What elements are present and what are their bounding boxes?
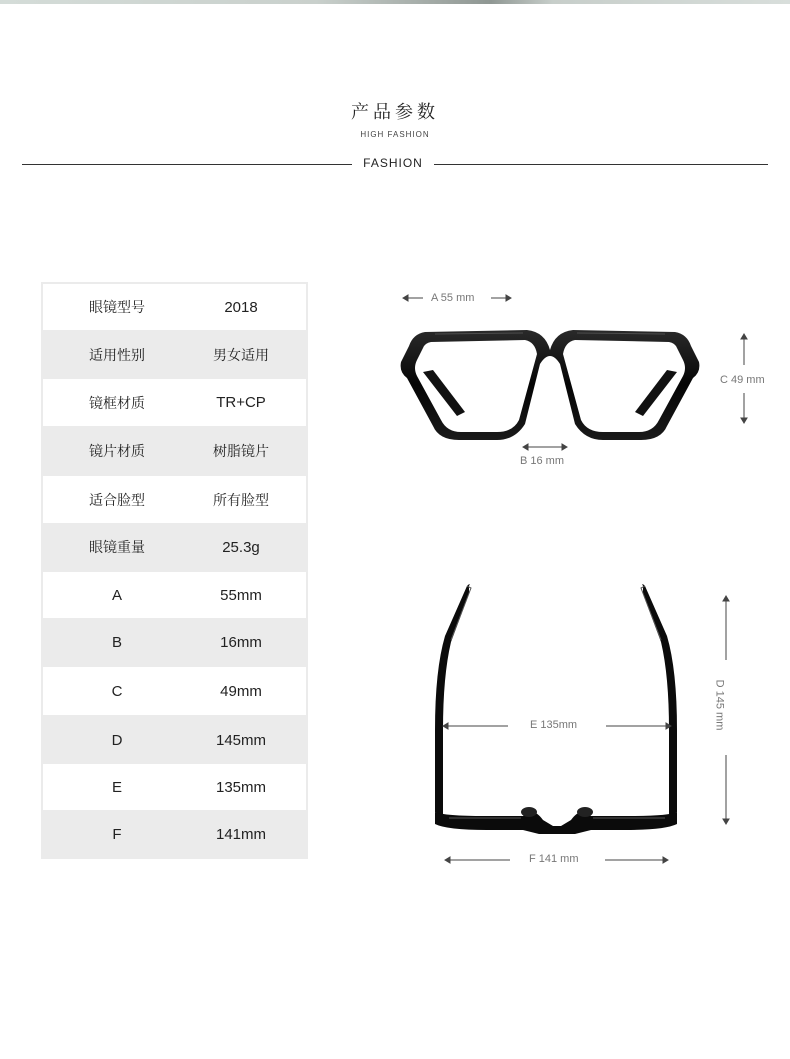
spec-row-f [43,811,306,857]
spec-value: 2018 [224,298,258,316]
spec-table [41,282,308,859]
spec-value: 25.3g [222,538,260,556]
spec-row-b [43,619,306,665]
spec-label: 镜框材质 [89,395,145,412]
spec-label: C [111,682,123,700]
dimension-label-b: B 16 mm [520,455,565,467]
spec-row-c [43,667,306,715]
spec-value: 49mm [220,682,262,700]
spec-label: 适用性别 [89,348,145,364]
spec-row-gender [43,332,306,378]
spec-label: F [112,825,122,843]
spec-value: 145mm [215,731,267,749]
divider-label: FASHION [363,156,423,170]
spec-value: 男女适用 [213,348,269,364]
dimension-arrows-top [430,590,740,870]
spec-label: D [111,731,123,749]
page-subtitle: HIGH FASHION [360,130,430,139]
spec-value: 141mm [215,825,267,843]
spec-label: E [111,778,122,796]
spec-value: 16mm [220,633,262,651]
spec-value: 135mm [215,778,267,796]
spec-row-lens-material [43,428,306,474]
spec-row-a [43,572,306,618]
spec-label: 适合脸型 [89,492,145,509]
spec-label: B [111,633,122,651]
spec-row-weight [43,524,306,570]
page-title: 产品参数 [351,102,439,123]
spec-label: A [111,586,122,604]
spec-row-e [43,764,306,810]
spec-row-d [43,717,306,763]
dimension-label-e: E 135mm [530,719,578,731]
dimension-label-c: C 49 mm [720,374,765,386]
spec-label: 眼镜型号 [89,300,145,316]
dimension-label-a: A 55 mm [431,292,475,304]
spec-value: 所有脸型 [213,492,269,509]
spec-value: TR+CP [216,394,266,411]
spec-label: 眼镜重量 [89,540,145,556]
top-banner-strip [0,0,790,4]
spec-label: 镜片材质 [89,444,145,460]
spec-row-face-shape [43,476,306,523]
dimension-label-d: D 145 mm [713,679,726,731]
spec-value: 55mm [220,586,262,604]
spec-value: 树脂镜片 [213,444,269,460]
divider-left [22,164,352,165]
spec-row-frame-material [43,379,306,426]
divider-right [434,164,768,165]
spec-row-model [43,284,306,330]
dimension-label-f: F 141 mm [529,853,579,865]
